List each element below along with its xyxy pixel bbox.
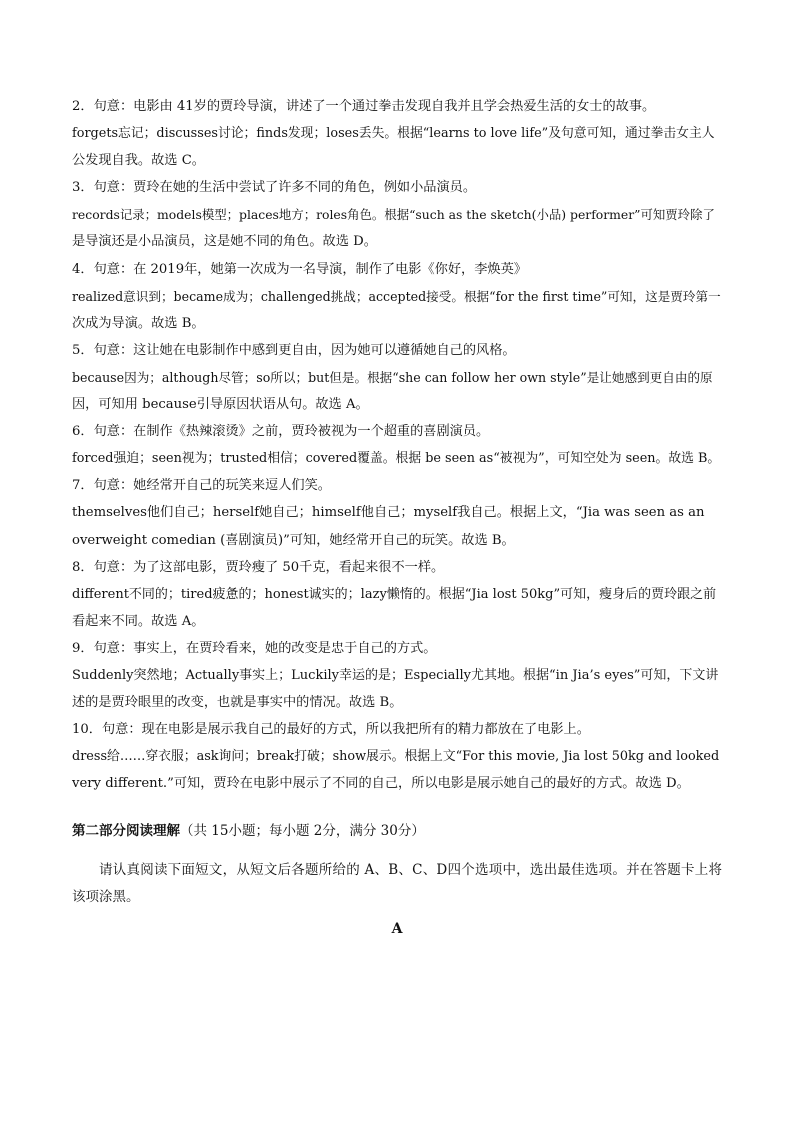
- explanation-item-4: [72, 256, 722, 337]
- explanation-line: different不同的；tired疲惫的；honest诚实的；lazy懒惰的。根据“Jia lost 50kg”可知，瘦身后的贾玲跟之前: [72, 586, 717, 602]
- explanation-line: 2．句意：电影由 41岁的贾玲导演，讲述了一个通过拳击发现自我并且学会热爱生活的女士的故事。: [72, 99, 656, 114]
- explanation-line: forgets忘记；discusses讨论；finds发现；loses丢失。根据“learns to love life”及句意可知，通过拳击女主人: [72, 126, 715, 142]
- explanation-item-6: [72, 418, 722, 472]
- explanation-line: 5．句意：这让她在电影制作中感到更自由，因为她可以遵循她自己的风格。: [72, 342, 516, 358]
- explanation-line: Suddenly突然地；Actually事实上；Luckily幸运的是；Especially尤其地。根据“in Jia’s eyes”可知，下文讲: [72, 667, 719, 683]
- explanation-line: 是导演还是小品演员，这是她不同的角色。故选 D。: [72, 234, 377, 250]
- explanation-line: 8．句意：为了这部电影，贾玲瘦了 50千克，看起来很不一样。: [72, 559, 445, 575]
- explanation-item-3: [72, 174, 722, 255]
- explanation-line: 公发现自我。故选 C。: [72, 153, 205, 169]
- explanation-line: 3．句意：贾玲在她的生活中尝试了许多不同的角色，例如小品演员。: [72, 180, 477, 196]
- explanation-line: 次成为导演。故选 B。: [72, 315, 205, 331]
- explanation-line: 看起来不同。故选 A。: [72, 613, 205, 629]
- explanation-item-2: [72, 93, 722, 174]
- explanation-item-10: [72, 716, 722, 797]
- explanation-line: because因为；although尽管；so所以；but但是。根据“she can follow her own style”是让她感到更自由的原: [72, 369, 713, 385]
- explanation-item-9: [72, 635, 722, 716]
- explanation-line: 6．句意：在制作《热辣滚烫》之前，贾玲被视为一个超重的喜剧演员。: [72, 424, 490, 440]
- explanation-line: realized意识到；became成为；challenged挑战；accepted接受。根据“for the first time”可知，这是贾玲第一: [72, 288, 721, 304]
- explanation-line: forced强迫；seen视为；trusted相信；covered覆盖。根据 be seen as“被视为”，可知空处为 seen。故选 B。: [72, 451, 721, 467]
- section-title-bold: 第二部分阅读理解: [72, 823, 180, 839]
- passage-letter: A: [391, 921, 403, 937]
- section-instructions: 请认真阅读下面短文，从短文后各题所给的 A、B、C、D四个选项中，选出最佳选项。并在答题卡上将该项涂黑。: [72, 862, 722, 905]
- explanation-line: 9．句意：事实上，在贾玲看来，她的改变是忠于自己的方式。: [72, 640, 437, 656]
- explanation-line: themselves他们自己；herself她自己；himself他自己；myself我自己。根据上文，“Jia was seen as an: [72, 505, 705, 521]
- explanation-line: 7．句意：她经常开自己的玩笑来逗人们笑。: [72, 478, 331, 494]
- explanation-item-8: [72, 554, 722, 635]
- explanation-line: overweight comedian (喜剧演员)”可知，她经常开自己的玩笑。故选 B。: [72, 532, 515, 548]
- explanation-line: 4．句意：在 2019年，她第一次成为一名导演，制作了电影《你好，李焕英》: [72, 261, 527, 277]
- explanation-item-5: [72, 337, 722, 418]
- explanation-line: records记录；models模型；places地方；roles角色。根据“such as the sketch(小品) performer”可知贾玲除了: [72, 207, 715, 223]
- explanation-line: 因，可知用 because引导原因状语从句。故选 A。: [72, 397, 369, 413]
- explanation-item-7: [72, 472, 722, 553]
- explanation-line: 述的是贾玲眼里的改变，也就是事实中的情况。故选 B。: [72, 695, 403, 711]
- section-title: [72, 818, 425, 845]
- section-title-detail: （共 15小题；每小题 2分，满分 30分）: [180, 823, 425, 839]
- explanation-line: very different.”可知，贾玲在电影中展示了不同的自己，所以电影是展示她自己的最好的方式。故选 D。: [72, 776, 690, 792]
- explanation-line: 10．句意：现在电影是展示我自己的最好的方式，所以我把所有的精力都放在了电影上。: [72, 722, 590, 738]
- explanation-line: dress给……穿衣服；ask询问；break打破；show展示。根据上文“For this movie, Jia lost 50kg and looked: [72, 749, 720, 765]
- answer-explanations: [72, 93, 722, 797]
